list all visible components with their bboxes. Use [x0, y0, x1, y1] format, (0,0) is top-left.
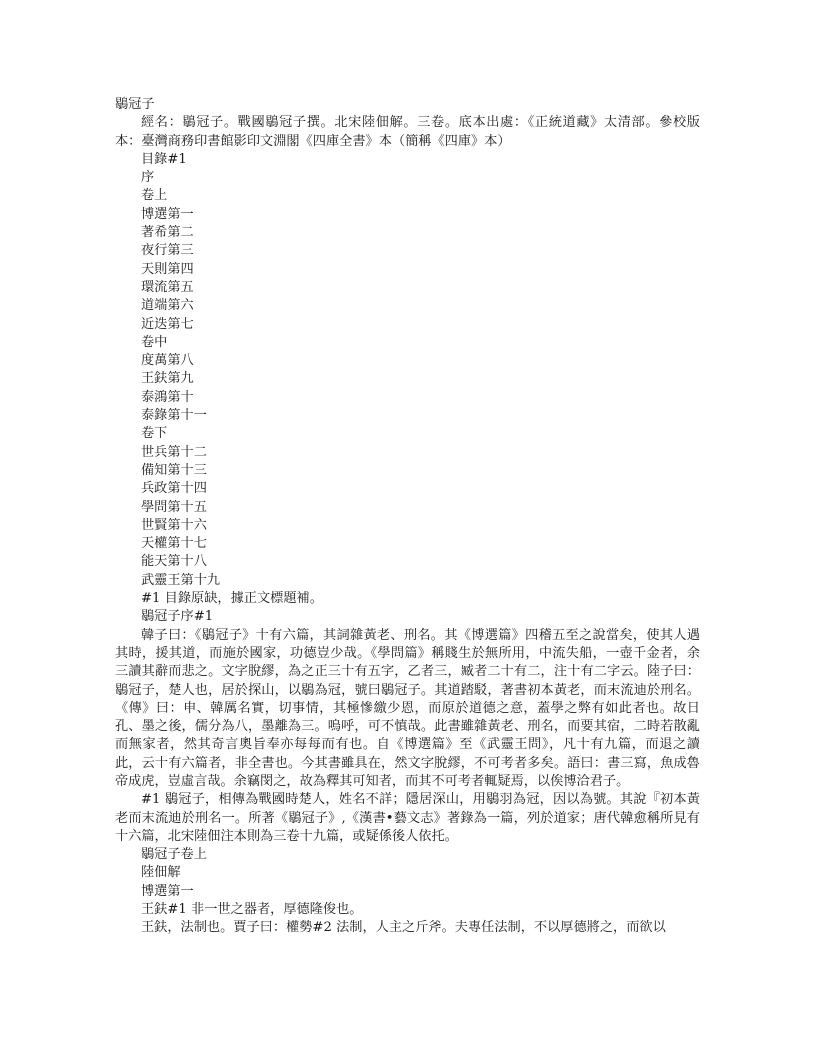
- toc-item-tianze-4: 天則第四: [141, 261, 194, 277]
- preface-body: 韓子曰：《鶡冠子》十有六篇，其詞雜黃老、刑名。其《博選篇》四稽五至之說當矣，使其人遇其時，援其道，而施於國家，功德豈少哉。《學問篇》稱賤生於無所用，中流失船，一壺千金者，余三讀其辭而悲之。文字脫繆，為之正三十有五字，乙者三，臧者二十有二，注十有二字云。陸子曰：鶡冠子，楚人也，居於探山，以鶡為冠，號曰鶡冠子。其道踏駁，著書初本黃老，而末流迪於刑名。《傳》曰：申、韓厲名實，切事情，其極慘繳少恩，而原於道德之意，蓋學之弊有如此者也。故日孔、墨之後，儒分為八，墨離為三。嗚呼，可不慎哉。此書雖雜黃老、刑名，而要其宿，二時若散亂而無家者，然其奇言奧旨奉亦每每而有也。自《博選篇》至《武靈王問》，凡十有九篇，而退之讀此，云十有六篇者，非全書也。今其書雖具在，然文字脫繆，不可考者多矣。語曰：書三寫，魚成魯帝成虎，豈虛言哉。余竊閔之，故為釋其可知者，而其不可考者輒疑焉，以俟博洽君子。: [115, 627, 700, 789]
- chapter-line-1: 王鈇#1 非一世之器者，厚德隆俊也。: [141, 902, 363, 918]
- bibliographic-note: 經名：鶡冠子。戰國鶡冠子撰。北宋陸佃解。三卷。底本出處：《正統道藏》太清部。參校版本：臺灣商務印書館影印文淵閣《四庫全書》本（簡稱《四庫》本）: [115, 115, 700, 149]
- volume-heading: 鶡冠子卷上: [141, 847, 207, 863]
- chapter-heading: 博選第一: [141, 883, 194, 899]
- toc-heading: 目錄#1: [141, 151, 187, 167]
- toc-footnote: #1 目錄原缺，據正文標題補。: [141, 591, 323, 607]
- toc-item-juan-zhong: 卷中: [141, 334, 168, 350]
- toc-item-zhuxi-2: 著希第二: [141, 225, 194, 241]
- page-title: 鶡冠子: [115, 97, 155, 112]
- toc-item-tianquan-17: 天權第十七: [141, 536, 207, 552]
- document-body: [115, 96, 700, 938]
- preface-heading: 鶡冠子序#1: [141, 609, 214, 625]
- toc-item-juan-xia: 卷下: [141, 426, 168, 442]
- toc-item-bingzheng-14: 兵政第十四: [141, 481, 207, 497]
- chapter-line-2: 王鈇，法制也。賈子曰：權勢#2 法制，人主之斤斧。夫專任法制，不以厚德將之，而欲以: [141, 920, 666, 936]
- toc-item-shixian-16: 世賢第十六: [141, 517, 207, 533]
- commentator-name: 陸佃解: [141, 865, 181, 881]
- toc-item-nengtian-18: 能天第十八: [141, 554, 207, 570]
- toc-item-yexing-3: 夜行第三: [141, 243, 194, 259]
- toc-item-boxuan-1: 博選第一: [141, 206, 194, 222]
- toc-item-taihong-10: 泰鴻第十: [141, 389, 194, 405]
- toc-item-huanliu-5: 環流第五: [141, 279, 194, 295]
- toc-item-beizhi-13: 備知第十三: [141, 462, 207, 478]
- toc-item-shibing-12: 世兵第十二: [141, 444, 207, 460]
- toc-item-xuewen-15: 學問第十五: [141, 499, 207, 515]
- toc-item-duwan-8: 度萬第八: [141, 353, 194, 369]
- toc-item-daoduan-6: 道端第六: [141, 298, 194, 314]
- toc-item-wulingwang-19: 武靈王第十九: [141, 572, 221, 588]
- preface-footnote: #1 鶡冠子，相傳為戰國時楚人，姓名不詳；隱居深山，用鶡羽為冠，因以為號。其說『初本黃老而末流迪於刑名一。所著《鶡冠子》,《漢書•藝文志》著錄為一篇，列於道家；唐代韓愈稱所見有十六篇，北宋陸佃注本則為三卷十九篇，或疑係後人依托。: [115, 792, 700, 844]
- toc-item-tailu-11: 泰錄第十一: [141, 408, 207, 424]
- toc-item-juan-shang: 卷上: [141, 188, 168, 204]
- toc-item-jindie-7: 近迭第七: [141, 316, 194, 332]
- toc-item-wangfu-9: 王鈇第九: [141, 371, 194, 387]
- toc-item-xu: 序: [141, 170, 155, 186]
